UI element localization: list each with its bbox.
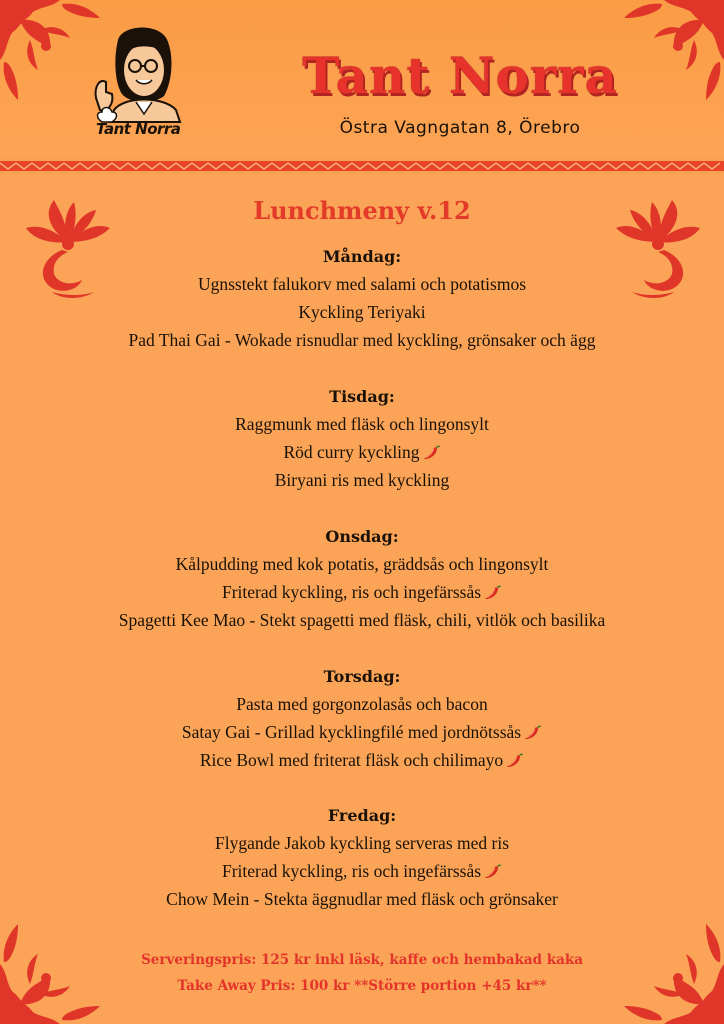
zigzag-pattern-icon [0, 159, 724, 173]
dish-item [0, 746, 724, 774]
dish-item [0, 885, 724, 913]
day-block-tuesday [0, 384, 724, 494]
chili-pepper-icon [506, 748, 524, 764]
day-name: Tisdag: [329, 387, 395, 406]
day-name: Onsdag: [325, 527, 399, 546]
day-block-friday [0, 803, 724, 913]
dish-text: Raggmunk med fläsk och lingonsylt [235, 414, 489, 434]
dish-text: Flygande Jakob kyckling serveras med ris [214, 833, 510, 853]
dish-text: Ugnsstekt falukorv med salami och potatismos [197, 274, 527, 294]
dish-text: Friterad kyckling, ris och ingefärssås [221, 861, 482, 881]
chili-pepper-icon [484, 580, 502, 596]
dish-text: Chow Mein - Stekta äggnudlar med fläsk och grönsaker [166, 889, 558, 909]
dish-item [0, 438, 724, 466]
dish-item [0, 550, 724, 578]
logo-text: Tant Norra [96, 120, 181, 138]
chili-pepper-icon [423, 440, 441, 456]
dish-text: Friterad kyckling, ris och ingefärssås [221, 582, 482, 602]
dish-item [0, 690, 724, 718]
dish-text: Kyckling Teriyaki [298, 302, 426, 322]
dish-text: Satay Gai - Grillad kycklingfilé med jordnötssås [181, 722, 522, 742]
corner-ornament-bottom-right-icon [616, 916, 724, 1024]
day-block-thursday [0, 664, 724, 774]
dish-item [0, 829, 724, 857]
corner-ornament-bottom-left-icon [0, 916, 108, 1024]
dish-text: Pad Thai Gai - Wokade risnudlar med kyckling, grönsaker och ägg [128, 330, 596, 350]
dish-text: Pasta med gorgonzolasås och bacon [236, 694, 488, 714]
restaurant-name: Tant Norra [302, 46, 618, 105]
decorative-band [0, 159, 724, 173]
dish-item [0, 326, 724, 354]
dish-item [0, 606, 724, 634]
dish-item [0, 857, 724, 885]
dish-item [0, 578, 724, 606]
day-block-monday [0, 244, 724, 354]
dish-item [0, 298, 724, 326]
takeaway-price: Take Away Pris: 100 kr **Större portion +45 kr** [177, 978, 547, 994]
day-name: Fredag: [327, 806, 397, 825]
dish-text: Spagetti Kee Mao - Stekt spagetti med fläsk, chili, vitlök och basilika [118, 610, 606, 630]
day-block-wednesday [0, 524, 724, 634]
menu-title: Lunchmeny v.12 [253, 196, 471, 225]
restaurant-address: Östra Vagngatan 8, Örebro [339, 118, 581, 138]
dish-text: Rice Bowl med friterat fläsk och chilimayo [199, 750, 504, 770]
restaurant-logo [84, 22, 196, 144]
dish-item [0, 410, 724, 438]
dish-item [0, 270, 724, 298]
day-name: Torsdag: [323, 667, 401, 686]
chili-pepper-icon [524, 720, 542, 736]
dish-text: Biryani ris med kyckling [274, 470, 450, 490]
dish-item [0, 466, 724, 494]
serving-price: Serveringspris: 125 kr inkl läsk, kaffe och hembakad kaka [141, 952, 583, 968]
chili-pepper-icon [484, 859, 502, 875]
dish-text: Kålpudding med kok potatis, gräddsås och lingonsylt [175, 554, 549, 574]
day-name: Måndag: [322, 247, 402, 266]
dish-item [0, 718, 724, 746]
dish-text: Röd curry kyckling [283, 442, 420, 462]
